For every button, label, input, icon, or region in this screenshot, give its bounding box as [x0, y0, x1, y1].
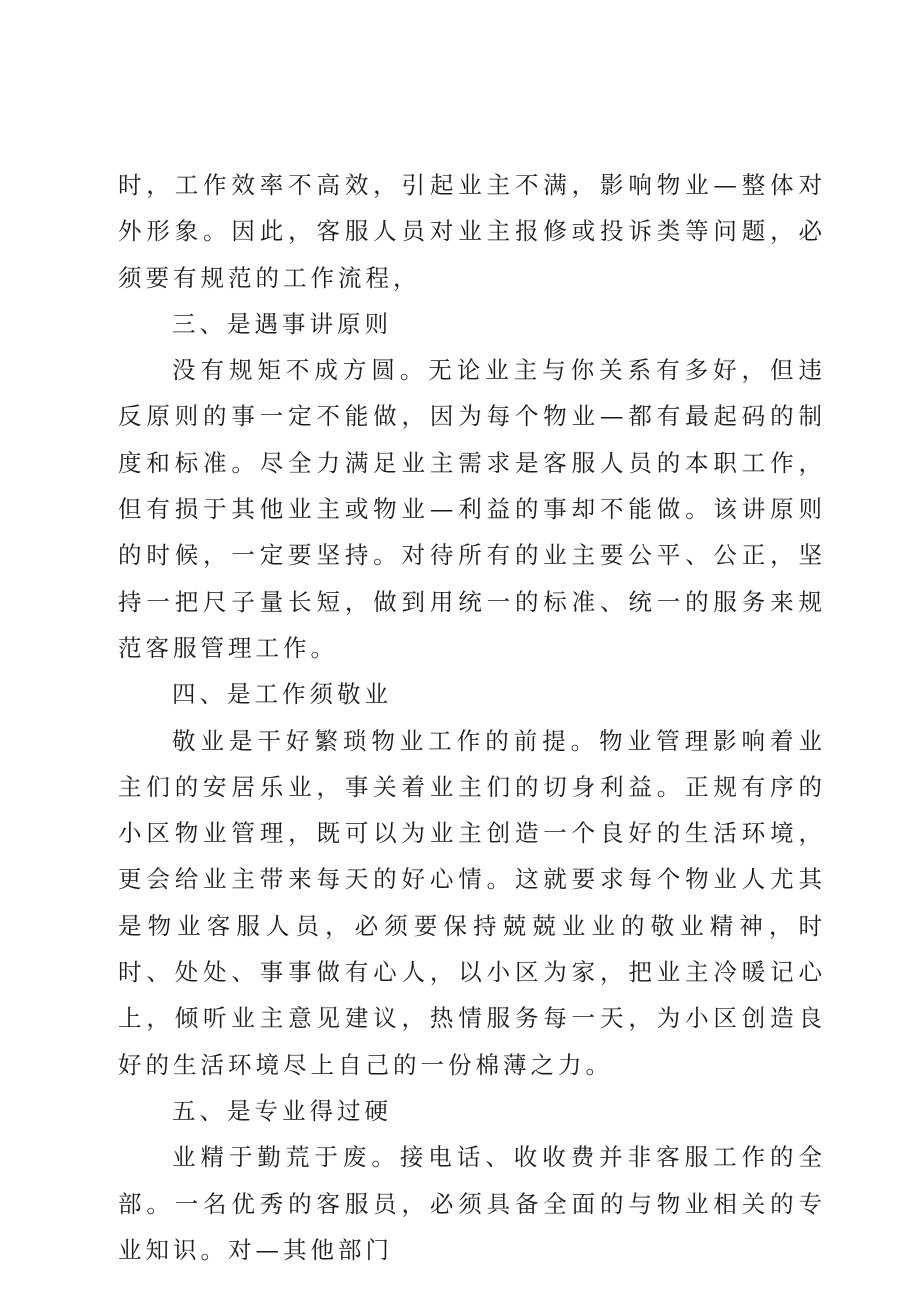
- section-heading-3: 三、是遇事讲原则: [172, 309, 392, 338]
- section-heading-4: 四、是工作须敬业: [172, 680, 392, 709]
- paragraph-principles: 没有规矩不成方圆。无论业主与你关系有多好，但违反原则的事一定不能做，因为每个物业—都有最起码的制度和标准。尽全力满足业主需求是客服人员的本职工作，但有损于其他业主或物业—利益的事却不能做。该讲原则的时候，一定要坚持。对待所有的业主要公平、公正，坚持一把尺子量长短，做到用统一的标准、统一的服务来规范客服管理工作。: [118, 356, 826, 662]
- paragraph-dedication: 敬业是干好繁琐物业工作的前提。物业管理影响着业主们的安居乐业，事关着业主们的切身利益。正规有序的小区物业管理，既可以为业主创造一个良好的生活环境，更会给业主带来每天的好心情。这就要求每个物业人尤其是物业客服人员，必须要保持兢兢业业的敬业精神，时时、处处、事事做有心人，以小区为家，把业主冷暖记心上，倾听业主意见建议，热情服务每一天，为小区创造良好的生活环境尽上自己的一份棉薄之力。: [118, 726, 826, 1079]
- section-heading-5: 五、是专业得过硬: [172, 1096, 392, 1125]
- paragraph-professionalism: 业精于勤荒于废。接电话、收收费并非客服工作的全部。一名优秀的客服员，必须具备全面的与物业相关的专业知识。对—其他部门: [118, 1143, 826, 1264]
- paragraph-continuation: 时，工作效率不高效，引起业主不满，影响物业—整体对外形象。因此，客服人员对业主报修或投诉类等问题，必须要有规范的工作流程，: [118, 171, 826, 292]
- document-body: [118, 162, 826, 1273]
